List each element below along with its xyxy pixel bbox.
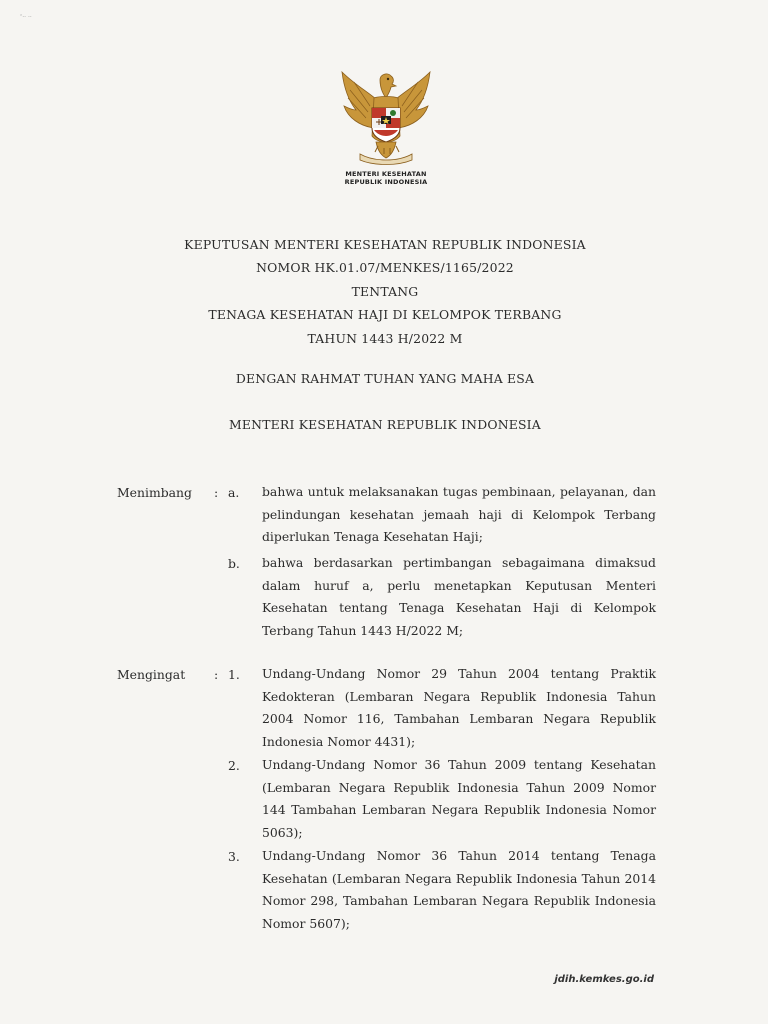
emblem-caption-line: MENTERI KESEHATAN	[345, 170, 427, 178]
emblem-caption-line: REPUBLIK INDONESIA	[344, 178, 428, 186]
list-marker: 3.	[228, 849, 240, 864]
menimbang-item: bahwa berdasarkan pertimbangan sebagaimana dimaksud dalam huruf a, perlu menetapkan Keputusan Menteri Kesehatan tentang Tenaga Kesehatan Haji di Kelompok Terbang Tahun 1443 H/2022 M;	[262, 555, 656, 638]
menimbang-item: bahwa untuk melaksanakan tugas pembinaan, pelayanan, dan pelindungan kesehatan jemaah haji di Kelompok Terbang diperlukan Tenaga Kesehatan Haji;	[262, 484, 656, 545]
footer-url: jdih.kemkes.go.id	[554, 974, 654, 985]
issuer: MENTERI KESEHATAN REPUBLIK INDONESIA	[229, 417, 541, 432]
menimbang-colon: :	[214, 485, 219, 500]
invocation: DENGAN RAHMAT TUHAN YANG MAHA ESA	[235, 371, 535, 386]
decree-year: TAHUN 1443 H/2022 M	[307, 330, 463, 346]
decree-title-line: KEPUTUSAN MENTERI KESEHATAN REPUBLIK INDONESIA	[184, 237, 586, 252]
list-marker: 1.	[228, 667, 240, 682]
list-marker: 2.	[228, 758, 240, 773]
emblem-caption	[320, 170, 452, 186]
mengingat-item: Undang-Undang Nomor 36 Tahun 2009 tentang Kesehatan (Lembaran Negara Republik Indonesia Tahun 2009 Nomor 144 Tambahan Lembaran Negara Republik Indonesia Nomor 5063);	[262, 757, 656, 840]
mengingat-label: Mengingat	[117, 667, 186, 682]
menimbang-label: Menimbang	[117, 485, 192, 500]
decree-title-line: TENTANG	[351, 283, 419, 299]
scan-mark: ″·· ··	[20, 14, 32, 21]
garuda-emblem-icon	[334, 66, 438, 168]
list-marker: a.	[228, 485, 240, 500]
decree-title	[100, 233, 670, 350]
mengingat-item: Undang-Undang Nomor 36 Tahun 2014 tentang Tenaga Kesehatan (Lembaran Negara Republik Indonesia Tahun 2014 Nomor 298, Tambahan Lembaran Negara Republik Indonesia Nomor 5607);	[262, 848, 656, 931]
mengingat-colon: :	[214, 667, 219, 682]
mengingat-item: Undang-Undang Nomor 29 Tahun 2004 tentang Praktik Kedokteran (Lembaran Negara Republik Indonesia Tahun 2004 Nomor 116, Tambahan Lembaran Negara Republik Indonesia Nomor 4431);	[262, 666, 656, 749]
decree-number: NOMOR HK.01.07/MENKES/1165/2022	[256, 260, 514, 276]
list-marker: b.	[228, 556, 240, 571]
decree-subject: TENAGA KESEHATAN HAJI DI KELOMPOK TERBANG	[208, 307, 562, 323]
